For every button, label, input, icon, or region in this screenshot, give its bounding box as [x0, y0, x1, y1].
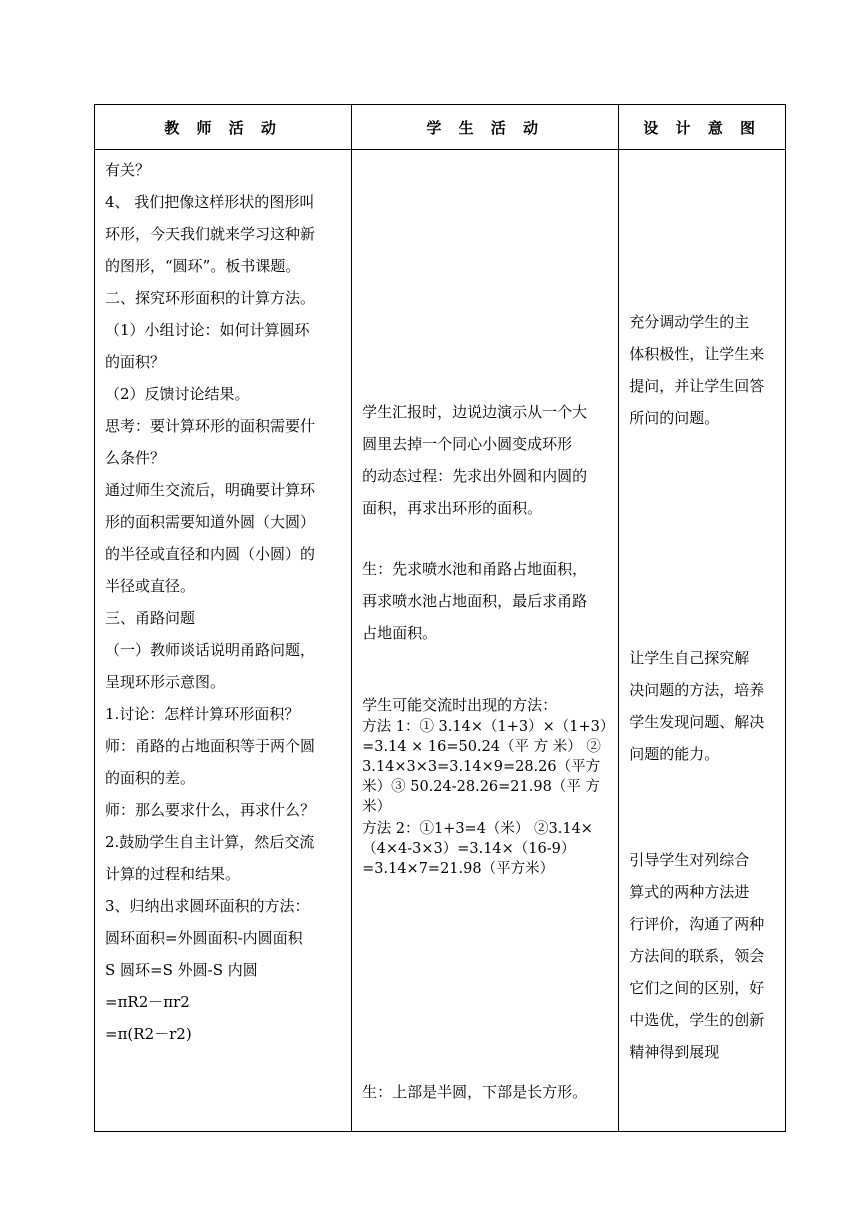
teacher-line: =π(R2－r2): [105, 1025, 192, 1043]
teacher-line: 师：那么要求什么，再求什么？: [105, 801, 316, 819]
teacher-line: 环形，今天我们就来学习这种新: [105, 225, 316, 243]
student-line: 3.14×3×3=3.14×9=28.26（平方: [362, 759, 601, 775]
student-line: 方法 2：①1+3=4（米） ②3.14×: [362, 821, 593, 837]
intent-line: 方法间的联系，领会: [629, 947, 765, 965]
teacher-line: 形的面积需要知道外圆（大圆）: [105, 513, 316, 531]
teacher-line: 三、甬路问题: [105, 609, 196, 627]
intent-line: 引导学生对列综合: [629, 851, 750, 869]
intent-line: 算式的两种方法进: [629, 883, 750, 901]
teacher-line: （1）小组讨论：如何计算圆环: [105, 321, 310, 339]
student-line: 学生汇报时，边说边演示从一个大: [362, 403, 588, 421]
teacher-line: 2.鼓励学生自主计算，然后交流: [105, 833, 315, 851]
student-line: 面积，再求出环形的面积。: [362, 499, 543, 517]
student-line: 生：上部是半圆，下部是长方形。: [362, 1083, 588, 1101]
teacher-line: 3、归纳出求圆环面积的方法：: [105, 897, 310, 915]
intent-line: 决问题的方法，培养: [629, 681, 765, 699]
intent-line: 精神得到展现: [629, 1043, 720, 1061]
intent-line: 问题的能力。: [629, 745, 720, 763]
teacher-line: 1.讨论：怎样计算环形面积？: [105, 705, 300, 723]
intent-line: 体积极性，让学生来: [629, 345, 765, 363]
teacher-line: 4、 我们把像这样形状的图形叫: [105, 193, 315, 211]
student-line: 的动态过程：先求出外圆和内圆的: [362, 467, 588, 485]
intent-line: 学生发现问题、解决: [629, 713, 765, 731]
student-line: =3.14 × 16=50.24（平 方 米） ②: [362, 739, 601, 755]
teacher-activity-cell: [95, 150, 352, 1132]
student-line: 米）: [362, 799, 392, 815]
intent-line: 让学生自己探究解: [629, 649, 750, 667]
lesson-plan-table: [94, 104, 786, 1132]
intent-line: 充分调动学生的主: [629, 313, 750, 331]
intent-line: 提问，并让学生回答: [629, 377, 765, 395]
teacher-line: S 圆环=S 外圆-S 内圆: [105, 961, 258, 979]
teacher-line: 思考：要计算环形的面积需要什: [105, 417, 316, 435]
teacher-line: 通过师生交流后，明确要计算环: [105, 481, 316, 499]
teacher-line: 的面积？: [105, 353, 166, 371]
header-row: [95, 105, 786, 150]
student-line: 占地面积。: [362, 624, 438, 642]
student-activity-cell: [352, 150, 619, 1132]
student-line: 米）③ 50.24-28.26=21.98（平 方: [362, 779, 600, 795]
teacher-line: 半径或直径。: [105, 577, 196, 595]
teacher-line: 呈现环形示意图。: [105, 673, 226, 691]
teacher-line: （2）反馈讨论结果。: [105, 385, 250, 403]
teacher-line: 么条件？: [105, 449, 166, 467]
student-line: 生：先求喷水池和甬路占地面积，: [362, 560, 588, 578]
design-intent-cell: [619, 150, 786, 1132]
student-line: =3.14×7=21.98（平方米）: [362, 861, 555, 877]
teacher-line: 有关？: [105, 161, 151, 179]
teacher-line: 计算的过程和结果。: [105, 865, 241, 883]
teacher-line: =πR2－πr2: [105, 993, 190, 1011]
content-row: [95, 150, 786, 1132]
teacher-line: 的面积的差。: [105, 769, 196, 787]
intent-line: 它们之间的区别，好: [629, 979, 765, 997]
student-line: 学生可能交流时出现的方法：: [362, 696, 558, 714]
teacher-line: 的图形，“圆环”。板书课题。: [105, 257, 301, 275]
intent-line: 所问的问题。: [629, 409, 720, 427]
intent-line: 中选优，学生的创新: [629, 1011, 765, 1029]
teacher-line: 圆环面积=外圆面积-内圆面积: [105, 929, 303, 947]
header-student-activity: 学 生 活 动: [352, 105, 619, 150]
header-teacher-activity: 教 师 活 动: [95, 105, 352, 150]
teacher-line: 二、探究环形面积的计算方法。: [105, 289, 316, 307]
student-line: 再求喷水池占地面积，最后求甬路: [362, 592, 588, 610]
student-line: 圆里去掉一个同心小圆变成环形: [362, 435, 573, 453]
student-line: 方法 1：① 3.14×（1+3）×（1+3）: [362, 719, 615, 735]
student-line: （4×4-3×3）=3.14×（16-9）: [362, 841, 576, 857]
teacher-line: 的半径或直径和内圆（小圆）的: [105, 545, 316, 563]
header-design-intent: 设 计 意 图: [619, 105, 786, 150]
teacher-line: 师：甬路的占地面积等于两个圆: [105, 737, 316, 755]
teacher-line: （一）教师谈话说明甬路问题，: [105, 641, 316, 659]
intent-line: 行评价，沟通了两种: [629, 915, 765, 933]
